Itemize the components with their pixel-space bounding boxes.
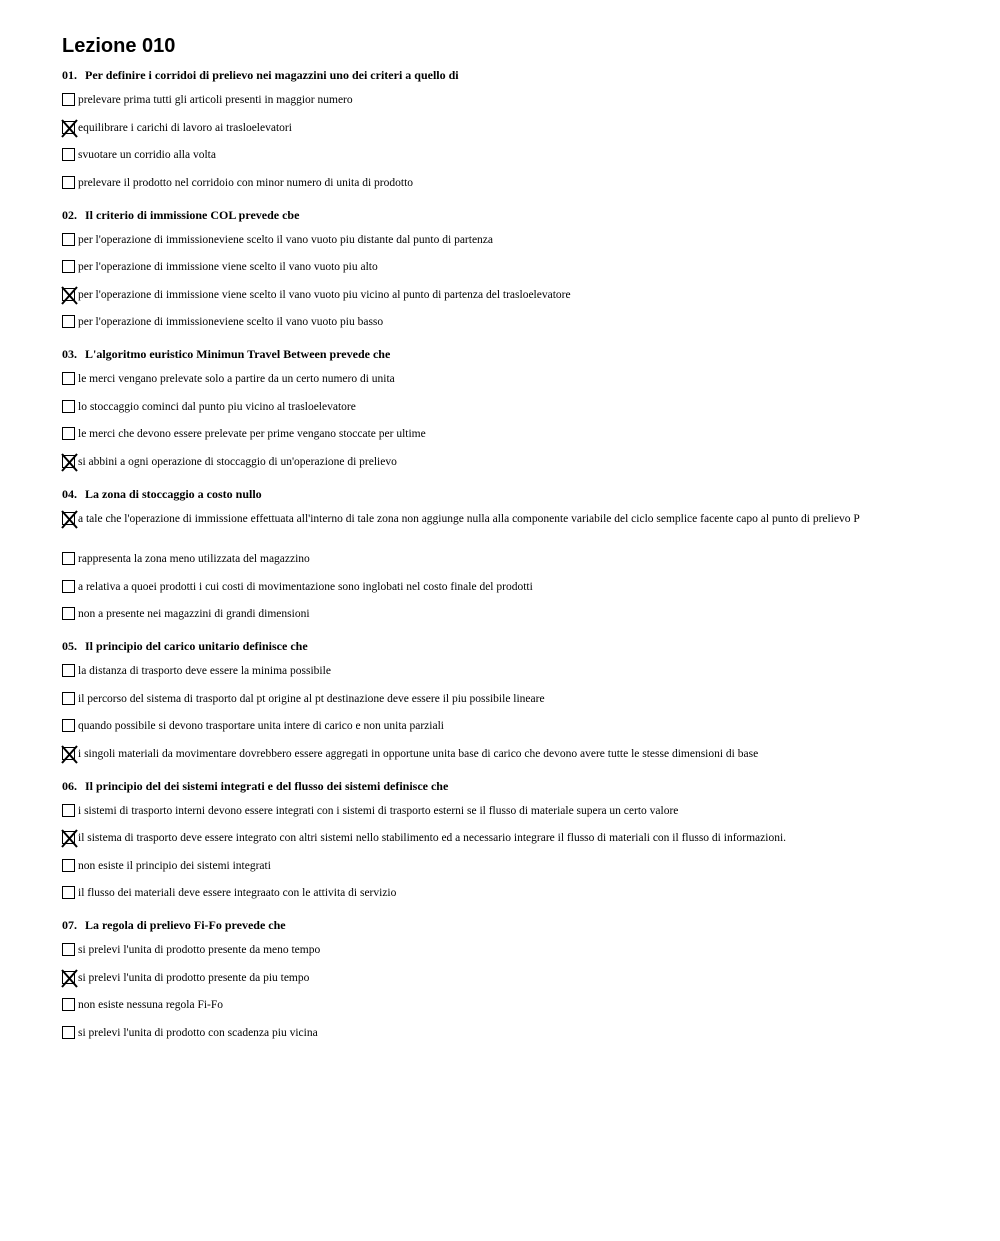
checkbox[interactable]	[62, 1026, 75, 1039]
option-label: lo stoccaggio cominci dal punto piu vicino al trasloelevatore	[78, 400, 356, 413]
question-number: 02.	[62, 207, 77, 222]
checkbox[interactable]	[62, 998, 75, 1011]
option-label: non esiste nessuna regola Fi-Fo	[78, 999, 224, 1011]
answer-option	[62, 427, 962, 444]
checkbox[interactable]	[62, 664, 75, 677]
checkbox[interactable]	[62, 580, 75, 593]
option-label: per l'operazione di immissione viene scelto il vano vuoto piu vicino al punto di partenza del trasloelevatore	[78, 288, 571, 301]
question-block	[62, 346, 962, 472]
option-label: svuotare un corridio alla volta	[78, 149, 216, 161]
checkbox[interactable]	[62, 372, 75, 385]
question-block	[62, 638, 962, 764]
checkbox[interactable]	[62, 719, 75, 732]
option-label: si prelevi l'unita di prodotto con scadenza piu vicina	[78, 1026, 318, 1039]
answer-option	[62, 943, 962, 960]
question-number: 04.	[62, 486, 77, 501]
checkbox[interactable]	[62, 93, 75, 106]
page-title: Lezione 010	[62, 35, 176, 57]
question-number: 06.	[62, 778, 77, 793]
x-mark-icon	[60, 286, 79, 305]
answer-option	[62, 664, 962, 681]
answer-option	[62, 372, 962, 389]
answer-option	[62, 580, 962, 597]
question-text: Il criterio di immissione COL prevede cbe	[85, 207, 300, 222]
answer-option	[62, 512, 962, 542]
question-heading	[62, 207, 962, 223]
answer-option	[62, 455, 962, 472]
x-mark-icon	[60, 829, 79, 848]
option-label: i singoli materiali da movimentare dovrebbero essere aggregati in opportune unita base di carico che devono avere tutte le stesse dimensioni di base	[78, 747, 759, 760]
answer-option	[62, 315, 962, 332]
option-label: il flusso dei materiali deve essere integraato con le attivita di servizio	[78, 887, 397, 899]
option-label: a relativa a quoei prodotti i cui costi di movimentazione sono inglobati nel costo finale del prodotti	[78, 580, 533, 593]
option-label: le merci che devono essere prelevate per prime vengano stoccate per ultime	[78, 428, 426, 440]
question-text: Il principio del carico unitario definisce che	[85, 639, 308, 653]
checkbox[interactable]	[62, 886, 75, 899]
option-label: si prelevi l'unita di prodotto presente da piu tempo	[78, 971, 310, 984]
quiz-page	[62, 34, 962, 1057]
question-block	[62, 207, 962, 333]
question-text: Per definire i corridoi di prelievo nei magazzini uno dei criteri a quello di	[85, 68, 459, 82]
answer-option	[62, 859, 962, 876]
x-mark-icon	[60, 510, 79, 529]
option-label: quando possibile si devono trasportare unita intere di carico e non unita parziali	[78, 720, 444, 732]
answer-option	[62, 148, 962, 165]
question-block	[62, 486, 962, 625]
checkbox[interactable]	[62, 233, 75, 246]
option-label: i sistemi di trasporto interni devono essere integrati con i sistemi di trasporto esterni se il flusso di materiale supera un certo valore	[78, 804, 679, 817]
checked-checkbox[interactable]	[62, 288, 75, 301]
question-block	[62, 778, 962, 904]
answer-option	[62, 1026, 962, 1043]
question-heading	[62, 67, 962, 83]
question-block	[62, 67, 962, 193]
checkbox[interactable]	[62, 148, 75, 161]
question-number: 01.	[62, 68, 77, 82]
checkbox[interactable]	[62, 804, 75, 817]
checkbox[interactable]	[62, 260, 75, 273]
x-mark-icon	[60, 453, 79, 472]
checkbox[interactable]	[62, 400, 75, 413]
question-text: La regola di prelievo Fi-Fo prevede che	[85, 918, 286, 932]
answer-option	[62, 971, 962, 988]
option-label: la distanza di trasporto deve essere la minima possibile	[78, 665, 331, 677]
answer-option	[62, 719, 962, 736]
checked-checkbox[interactable]	[62, 971, 75, 984]
answer-option	[62, 93, 962, 110]
option-label: non esiste il principio dei sistemi integrati	[78, 859, 271, 872]
question-heading	[62, 778, 962, 794]
x-mark-icon	[60, 119, 79, 138]
option-label: prelevare prima tutti gli articoli presenti in maggior numero	[78, 94, 353, 106]
option-label: prelevare il prodotto nel corridoio con minor numero di unita di prodotto	[78, 176, 414, 189]
checkbox[interactable]	[62, 176, 75, 189]
answer-option	[62, 607, 962, 624]
option-label: non a presente nei magazzini di grandi dimensioni	[78, 608, 310, 620]
checkbox[interactable]	[62, 859, 75, 872]
question-number: 05.	[62, 639, 77, 653]
question-text: L'algoritmo euristico Minimun Travel Between prevede che	[85, 347, 391, 361]
answer-option	[62, 552, 962, 569]
question-block	[62, 917, 962, 1043]
checkbox[interactable]	[62, 607, 75, 620]
answer-option	[62, 692, 962, 709]
option-label: per l'operazione di immissione viene scelto il vano vuoto piu alto	[78, 261, 378, 273]
answer-option	[62, 233, 962, 250]
question-heading	[62, 346, 962, 362]
answer-option	[62, 260, 962, 277]
question-text: La zona di stoccaggio a costo nullo	[85, 486, 262, 501]
checkbox[interactable]	[62, 552, 75, 565]
option-label: le merci vengano prelevate solo a partire da un certo numero di unita	[78, 373, 395, 385]
answer-option	[62, 804, 962, 821]
answer-option	[62, 886, 962, 903]
checked-checkbox[interactable]	[62, 831, 75, 844]
checked-checkbox[interactable]	[62, 455, 75, 468]
option-label: a tale che l'operazione di immissione effettuata all'interno di tale zona non aggiunge nulla alla componente variabile del ciclo semplice facente capo al punto di prelievo P	[78, 512, 860, 525]
x-mark-icon	[60, 745, 79, 764]
answer-option	[62, 998, 962, 1015]
checkbox[interactable]	[62, 692, 75, 705]
question-heading	[62, 486, 962, 502]
answer-option	[62, 176, 962, 193]
option-label: equilibrare i carichi di lavoro ai trasloelevatori	[78, 121, 292, 134]
answer-option	[62, 288, 962, 305]
question-heading	[62, 638, 962, 654]
checked-checkbox[interactable]	[62, 121, 75, 134]
answer-option	[62, 831, 962, 848]
question-number: 07.	[62, 918, 77, 932]
x-mark-icon	[60, 969, 79, 988]
option-label: si prelevi l'unita di prodotto presente da meno tempo	[78, 944, 321, 956]
answer-option	[62, 400, 962, 417]
answer-option	[62, 747, 962, 764]
answer-option	[62, 121, 962, 138]
question-number: 03.	[62, 347, 77, 361]
question-text: Il principio del dei sistemi integrati e del flusso dei sistemi definisce che	[85, 778, 449, 793]
option-label: il sistema di trasporto deve essere integrato con altri sistemi nello stabilimento ed a necessario integrare il flusso di materiali con il flusso di informazioni.	[78, 832, 787, 844]
checkbox[interactable]	[62, 315, 75, 328]
option-label: il percorso del sistema di trasporto dal pt origine al pt destinazione deve essere il piu possibile lineare	[78, 692, 545, 705]
checked-checkbox[interactable]	[62, 747, 75, 760]
option-label: si abbini a ogni operazione di stoccaggio di un'operazione di prelievo	[78, 455, 397, 468]
option-label: per l'operazione di immissioneviene scelto il vano vuoto piu basso	[78, 316, 384, 328]
checkbox[interactable]	[62, 427, 75, 440]
checkbox[interactable]	[62, 943, 75, 956]
option-label: rappresenta la zona meno utilizzata del magazzino	[78, 553, 310, 565]
option-label: per l'operazione di immissioneviene scelto il vano vuoto piu distante dal punto di partenza	[78, 233, 494, 246]
question-list	[62, 67, 962, 1043]
question-heading	[62, 917, 962, 933]
checked-checkbox[interactable]	[62, 512, 75, 525]
